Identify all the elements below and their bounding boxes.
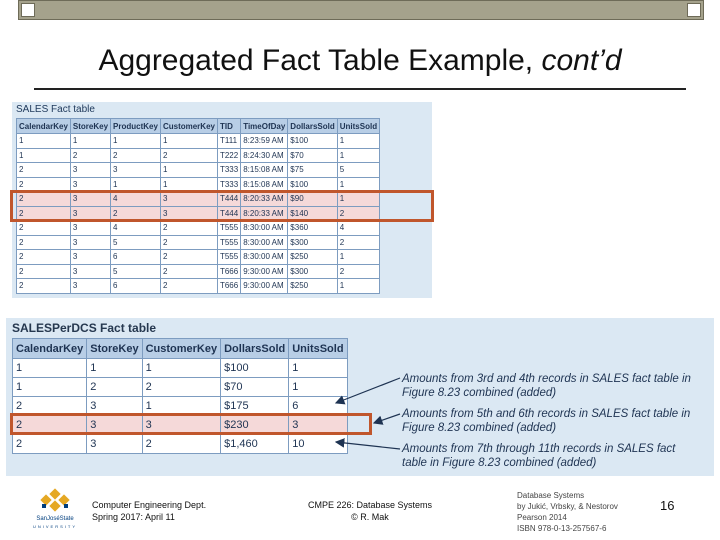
table-cell: 1 (17, 148, 71, 163)
table-cell: 8:23:59 AM (241, 134, 288, 149)
table-cell: 1 (142, 397, 221, 416)
table-cell: 3 (160, 192, 217, 207)
table-cell: 3 (70, 206, 110, 221)
table-cell: $70 (288, 148, 337, 163)
table-cell: 2 (142, 378, 221, 397)
table-cell: 8:24:30 AM (241, 148, 288, 163)
table-cell: $1,460 (221, 435, 289, 454)
column-header: CustomerKey (160, 119, 217, 134)
table-cell: 3 (70, 235, 110, 250)
table-cell: 4 (337, 221, 379, 236)
table-cell: 2 (70, 148, 110, 163)
column-header: DollarsSold (288, 119, 337, 134)
table-cell: 3 (142, 416, 221, 435)
table-cell: 2 (337, 235, 379, 250)
dcs-highlight-box (10, 413, 372, 435)
table-cell: 6 (111, 250, 161, 265)
table-cell: 2 (17, 279, 71, 294)
table-row (17, 221, 380, 236)
table-cell: 2 (13, 397, 87, 416)
table-cell: $250 (288, 279, 337, 294)
table-cell: 1 (337, 192, 379, 207)
table-cell: 1 (289, 359, 347, 378)
table-cell: 2 (111, 206, 161, 221)
footer-dept: Computer Engineering Dept. Spring 2017: April 11 (92, 500, 207, 522)
table-cell: 2 (337, 206, 379, 221)
column-header: StoreKey (70, 119, 110, 134)
table-cell: 2 (160, 148, 217, 163)
table-cell: 3 (111, 163, 161, 178)
table-row (17, 148, 380, 163)
table-cell: 3 (70, 250, 110, 265)
table-cell: 1 (337, 279, 379, 294)
table-row (13, 378, 348, 397)
table-cell: $300 (288, 235, 337, 250)
table-cell: T333 (217, 177, 240, 192)
table-cell: 3 (70, 192, 110, 207)
column-header: CalendarKey (13, 339, 87, 359)
table-cell: 2 (160, 279, 217, 294)
table-cell: 2 (17, 163, 71, 178)
table-cell: 8:20:33 AM (241, 192, 288, 207)
table-cell: 3 (70, 163, 110, 178)
top-right-box (687, 3, 701, 17)
slide-title (0, 44, 720, 78)
table-cell: 1 (17, 134, 71, 149)
table-cell: T444 (217, 206, 240, 221)
table-cell: 2 (17, 192, 71, 207)
table-cell: 2 (337, 264, 379, 279)
logo-text: SanJoséState (36, 516, 74, 522)
table-cell: 5 (337, 163, 379, 178)
table-cell: 1 (160, 177, 217, 192)
table-cell: $250 (288, 250, 337, 265)
table-cell: 2 (13, 416, 87, 435)
top-left-box (21, 3, 35, 17)
table-cell: 3 (87, 435, 142, 454)
column-header: TimeOfDay (241, 119, 288, 134)
footer-course: CMPE 226: Database Systems © R. Mak (307, 500, 433, 522)
table-cell: $100 (221, 359, 289, 378)
table-cell: T666 (217, 264, 240, 279)
table-cell: 8:15:08 AM (241, 177, 288, 192)
table-cell: $70 (221, 378, 289, 397)
table-cell: 3 (160, 206, 217, 221)
column-header: ProductKey (111, 119, 161, 134)
table-cell: 2 (111, 148, 161, 163)
table-cell: 10 (289, 435, 347, 454)
title-rule (34, 88, 686, 90)
table-cell: 3 (87, 397, 142, 416)
table-cell: 8:20:33 AM (241, 206, 288, 221)
table-cell: 1 (289, 378, 347, 397)
table-row (17, 279, 380, 294)
table-cell: 1 (13, 378, 87, 397)
table-cell: 1 (142, 359, 221, 378)
table-cell: $230 (221, 416, 289, 435)
dcs-table-title: SALESPerDCS Fact table (12, 321, 157, 335)
table-row (17, 264, 380, 279)
table-cell: 1 (337, 148, 379, 163)
table-cell: T222 (217, 148, 240, 163)
column-header: CustomerKey (142, 339, 221, 359)
table-cell: 2 (17, 264, 71, 279)
table-cell: T666 (217, 279, 240, 294)
column-header: TID (217, 119, 240, 134)
table-cell: 6 (289, 397, 347, 416)
table-cell: 8:30:00 AM (241, 250, 288, 265)
table-cell: 2 (17, 206, 71, 221)
table-cell: $90 (288, 192, 337, 207)
table-cell: 5 (111, 264, 161, 279)
table-cell: 2 (142, 435, 221, 454)
table-row (17, 163, 380, 178)
logo-subtext: UNIVERSITY (32, 524, 77, 529)
column-header: CalendarKey (17, 119, 71, 134)
table-cell: 2 (160, 235, 217, 250)
table-cell: 5 (111, 235, 161, 250)
table-cell: 3 (70, 264, 110, 279)
table-cell: 3 (70, 279, 110, 294)
table-row (17, 134, 380, 149)
table-cell: 2 (87, 378, 142, 397)
table-cell: 9:30:00 AM (241, 279, 288, 294)
table-cell: 8:30:00 AM (241, 221, 288, 236)
table-row (17, 250, 380, 265)
table-cell: $360 (288, 221, 337, 236)
table-cell: 1 (111, 134, 161, 149)
table-cell: 2 (160, 250, 217, 265)
table-cell: 6 (111, 279, 161, 294)
table-cell: 1 (160, 134, 217, 149)
title-italic: cont’d (541, 44, 622, 77)
salesperdcs-fact-table (12, 338, 348, 454)
table-cell: $175 (221, 397, 289, 416)
table-row (13, 435, 348, 454)
table-cell: 2 (160, 221, 217, 236)
table-cell: T111 (217, 134, 240, 149)
title-main: Aggregated Fact Table Example, (98, 44, 542, 77)
table-cell: $100 (288, 134, 337, 149)
table-cell: 1 (111, 177, 161, 192)
table-cell: 8:15:08 AM (241, 163, 288, 178)
table-cell: 2 (17, 177, 71, 192)
annotation-2: Amounts from 5th and 6th records in SALES fact table in Figure 8.23 combined (added) (402, 408, 691, 434)
table-cell: T555 (217, 235, 240, 250)
table-cell: 2 (13, 435, 87, 454)
table-cell: 8:30:00 AM (241, 235, 288, 250)
table-cell: 3 (70, 177, 110, 192)
table-cell: 2 (17, 250, 71, 265)
table-cell: 4 (111, 221, 161, 236)
table-cell: 1 (337, 177, 379, 192)
column-header: DollarsSold (221, 339, 289, 359)
column-header: StoreKey (87, 339, 142, 359)
page-number: 16 (660, 498, 675, 513)
table-cell: 2 (160, 264, 217, 279)
table-cell: 2 (17, 221, 71, 236)
table-cell: 3 (87, 416, 142, 435)
sales-table-title: SALES Fact table (16, 104, 95, 115)
table-cell: $140 (288, 206, 337, 221)
table-cell: 1 (160, 163, 217, 178)
table-cell: 3 (289, 416, 347, 435)
column-header: UnitsSold (289, 339, 347, 359)
table-cell: 1 (337, 134, 379, 149)
top-bar (18, 0, 704, 20)
table-cell: 3 (70, 221, 110, 236)
annotation-1: Amounts from 3rd and 4th records in SALES fact table in Figure 8.23 combined (added) (402, 373, 691, 399)
table-cell: 1 (337, 250, 379, 265)
table-row (13, 359, 348, 378)
table-cell: 1 (87, 359, 142, 378)
column-header: UnitsSold (337, 119, 379, 134)
annotation-3: Amounts from 7th through 11th records in SALES fact table in Figure 8.23 combined (added) (402, 443, 676, 469)
table-cell: T555 (217, 221, 240, 236)
table-row (17, 235, 380, 250)
footer-book-citation: Database Systems by Jukić, Vrbsky, & Nestorov Pearson 2014 ISBN 978-0-13-257567-6 (517, 491, 618, 533)
table-cell: $300 (288, 264, 337, 279)
table-cell: $75 (288, 163, 337, 178)
table-cell: 9:30:00 AM (241, 264, 288, 279)
sales-highlight-box (10, 190, 434, 222)
table-cell: 4 (111, 192, 161, 207)
table-cell: $100 (288, 177, 337, 192)
table-cell: T333 (217, 163, 240, 178)
table-cell: 1 (70, 134, 110, 149)
table-cell: T444 (217, 192, 240, 207)
table-cell: 1 (13, 359, 87, 378)
table-cell: T555 (217, 250, 240, 265)
table-cell: 2 (17, 235, 71, 250)
